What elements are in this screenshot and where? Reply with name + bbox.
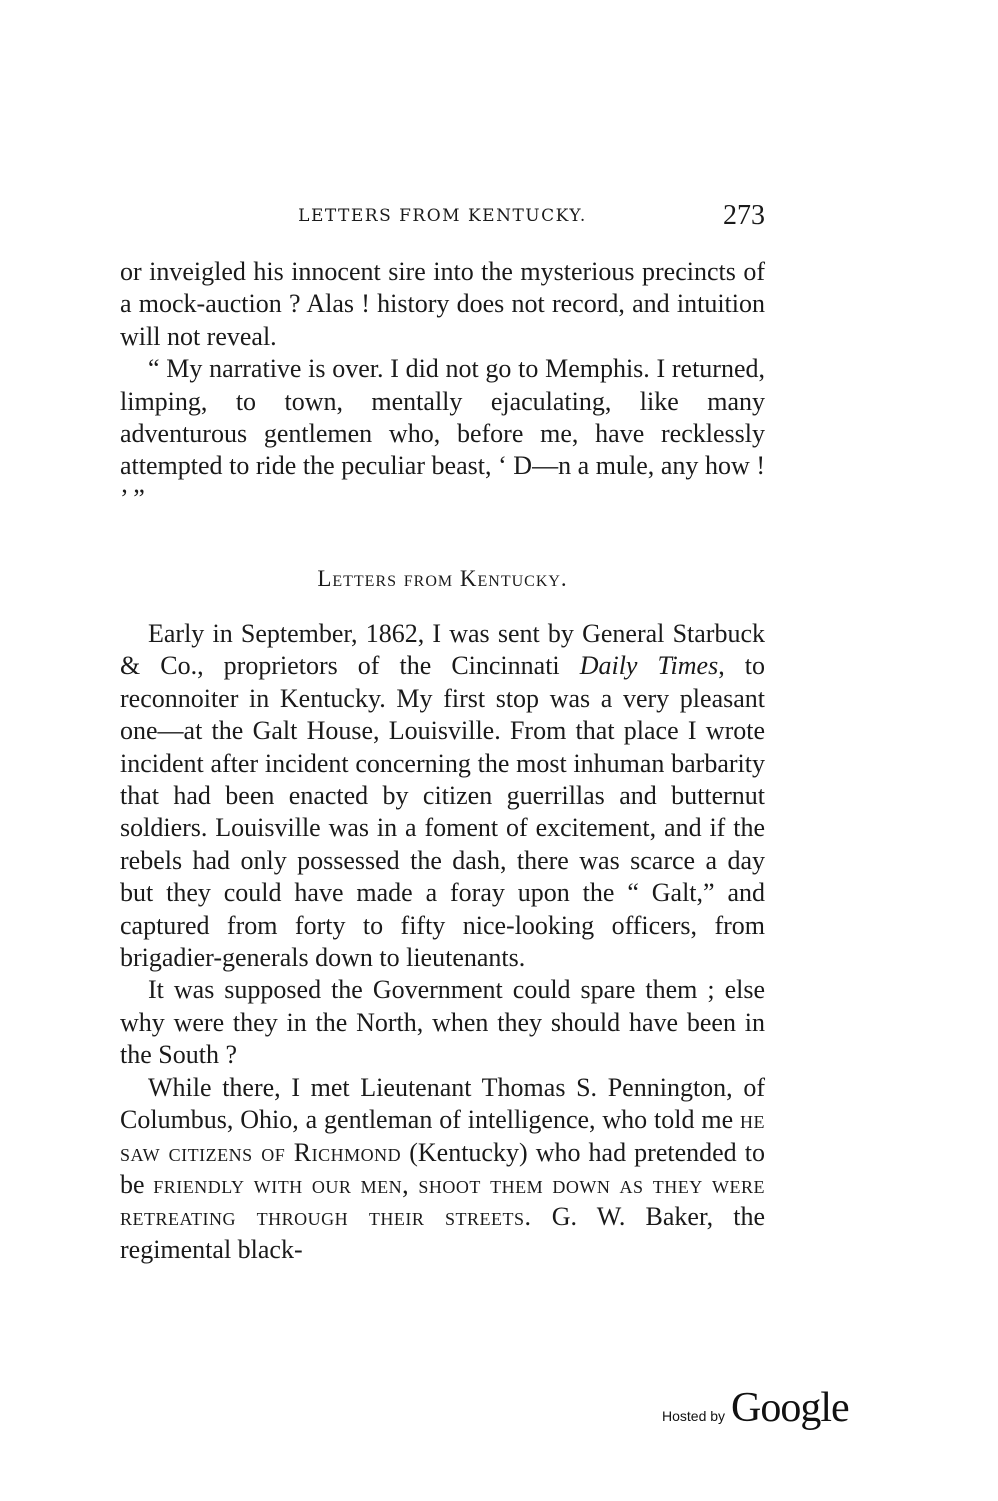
continuation-paragraph: or inveigled his innocent sire into the mysterious precincts of a mock-auction ? Alas ! history does not record, and intuition will not reveal. [120, 257, 765, 351]
p3-text-c: G. W. Baker, the regimental black- [120, 1202, 766, 1264]
google-logo: Google [731, 1385, 849, 1431]
hosted-by-label: Hosted by [662, 1408, 726, 1424]
body-paragraph-1 [120, 618, 765, 974]
body-paragraph-2: It was supposed the Government could spare them ; else why were they in the North, when they should have been in the South ? [120, 975, 765, 1070]
p3-smallcaps-2: friendly with our men, shoot them down as they were retreating through their streets. [120, 1169, 765, 1232]
continuation-text [120, 256, 765, 515]
narrative-paragraph: “ My narrative is over. I did not go to Memphis. I returned, limping, to town, mentally ejaculating, like many adventurous gentlemen who, before me, have recklessly attempted to ride the peculiar beast, ‘ D—n a mule, any how ! ’ ” [120, 354, 765, 513]
page-number: 273 [723, 200, 765, 231]
p3-text-b: (Kentucky) who had pretended to be [120, 1137, 765, 1199]
p1-text-a: Early in September, 1862, I was sent by General Starbuck & Co., proprietors of the Cincinnati [120, 619, 765, 681]
page-header [120, 200, 765, 236]
p1-text-b: , to reconnoiter in Kentucky. My first stop was a very pleasant one—at the Galt House, Louisville. From that place I wrote incident after incident concerning the most inhuman barbarity that had been enacted by citizen guerrillas and butternut soldiers. Louisville was in a foment of excitement, and if the rebels had only possessed the dash, there was scarce a day but they could have made a foray upon the “ Galt,” and captured from forty to fifty nice-looking officers, from brigadier-generals down to lieutenants. [120, 651, 765, 973]
running-title: LETTERS FROM KENTUCKY. [298, 206, 587, 226]
body-paragraph-3 [120, 1072, 765, 1266]
section-body [120, 618, 765, 1266]
p3-smallcaps-1: he saw citizens of Richmond [120, 1105, 765, 1167]
p3-text-a: While there, I met Lieutenant Thomas S. Pennington, of Columbus, Ohio, a gentleman of intelligence, who told me [120, 1072, 765, 1135]
hosted-by-google-watermark [662, 1384, 849, 1432]
newspaper-name: Daily Times [579, 651, 719, 681]
section-heading: Letters from Kentucky. [317, 566, 568, 591]
